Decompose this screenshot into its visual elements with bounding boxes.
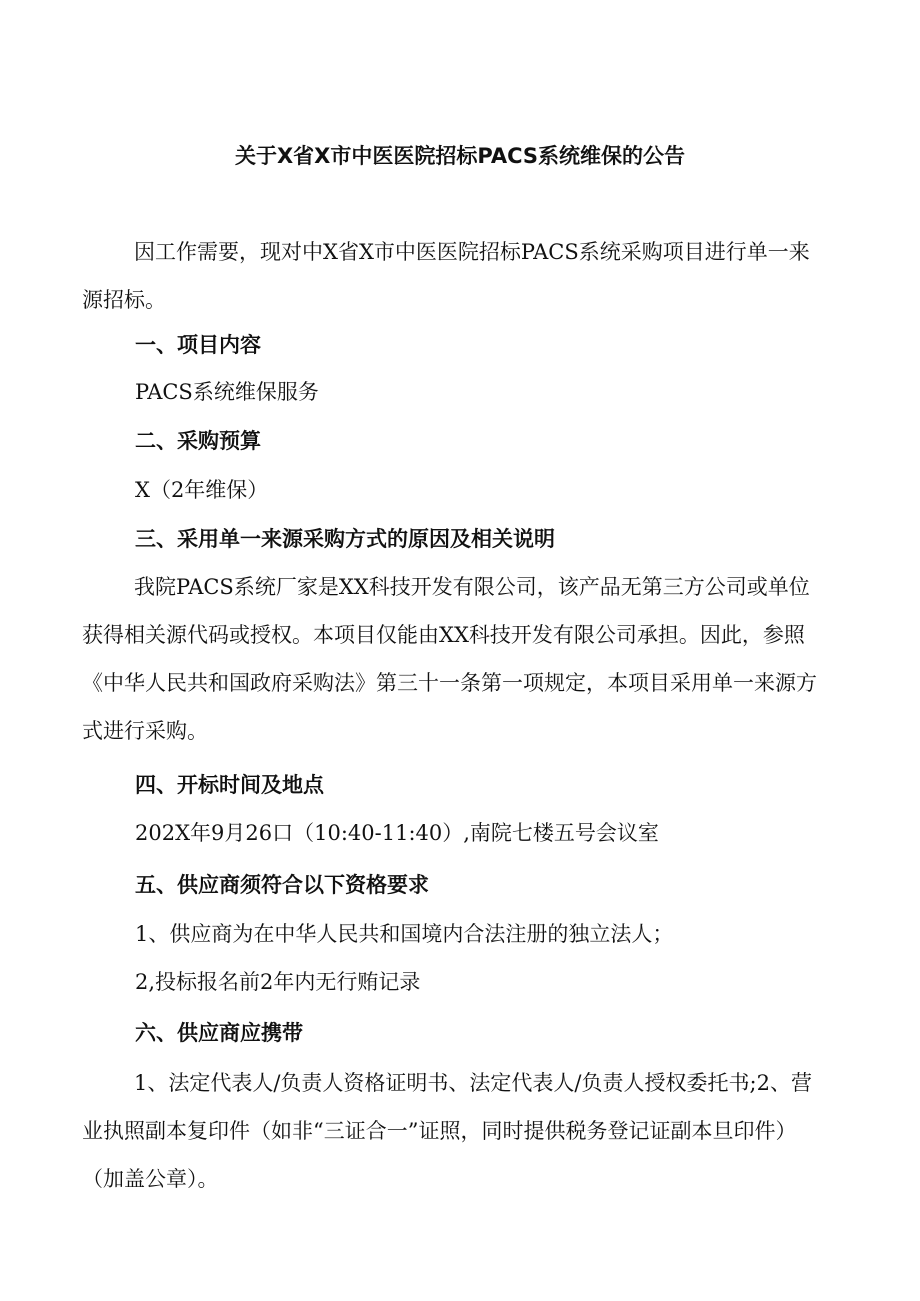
document-title: 关于X省X市中医医院招标PACS系统维保的公告 [234, 144, 686, 168]
section-heading-project-content: 一、项目内容 [135, 333, 261, 357]
section-heading-budget: 二、采购预算 [135, 429, 261, 453]
section-heading-bid-opening: 四、开标时间及地点 [135, 773, 324, 797]
budget-text: X（2年维保） [135, 478, 269, 502]
qualification-item-2: 2,投标报名前2年内无行贿记录 [135, 970, 421, 994]
project-content-text: PACS系统维保服务 [135, 380, 319, 404]
single-source-reason-paragraph: 我院PACS系统厂家是XX科技开发有限公司，该产品无第三方公司或单位获得相关源代码或授权。本项目仅能由XX科技开发有限公司承担。因此，参照《中华人民共和国政府采购法》第三十一条第一项规定，本项目采用单一来源方式进行采购。 [82, 575, 817, 743]
documents-to-bring-paragraph: 1、法定代表人/负责人资格证明书、法定代表人/负责人授权委托书;2、营业执照副本复印件（如非“三证合一”证照，同时提供税务登记证副本旦印件）（加盖公章）。 [82, 1071, 812, 1191]
section-heading-qualifications: 五、供应商须符合以下资格要求 [135, 873, 429, 897]
section-heading-single-source-reason: 三、采用单一来源采购方式的原因及相关说明 [135, 527, 555, 551]
bid-opening-text: 202X年9月26口（10:40-11:40）,南院七楼五号会议室 [135, 821, 659, 845]
qualification-item-1: 1、供应商为在中华人民共和国境内合法注册的独立法人； [135, 922, 674, 946]
intro-paragraph: 因工作需要，现对中X省X市中医医院招标PACS系统采购项目进行单一来源招标。 [82, 240, 810, 312]
section-heading-documents-to-bring: 六、供应商应携带 [135, 1021, 303, 1045]
